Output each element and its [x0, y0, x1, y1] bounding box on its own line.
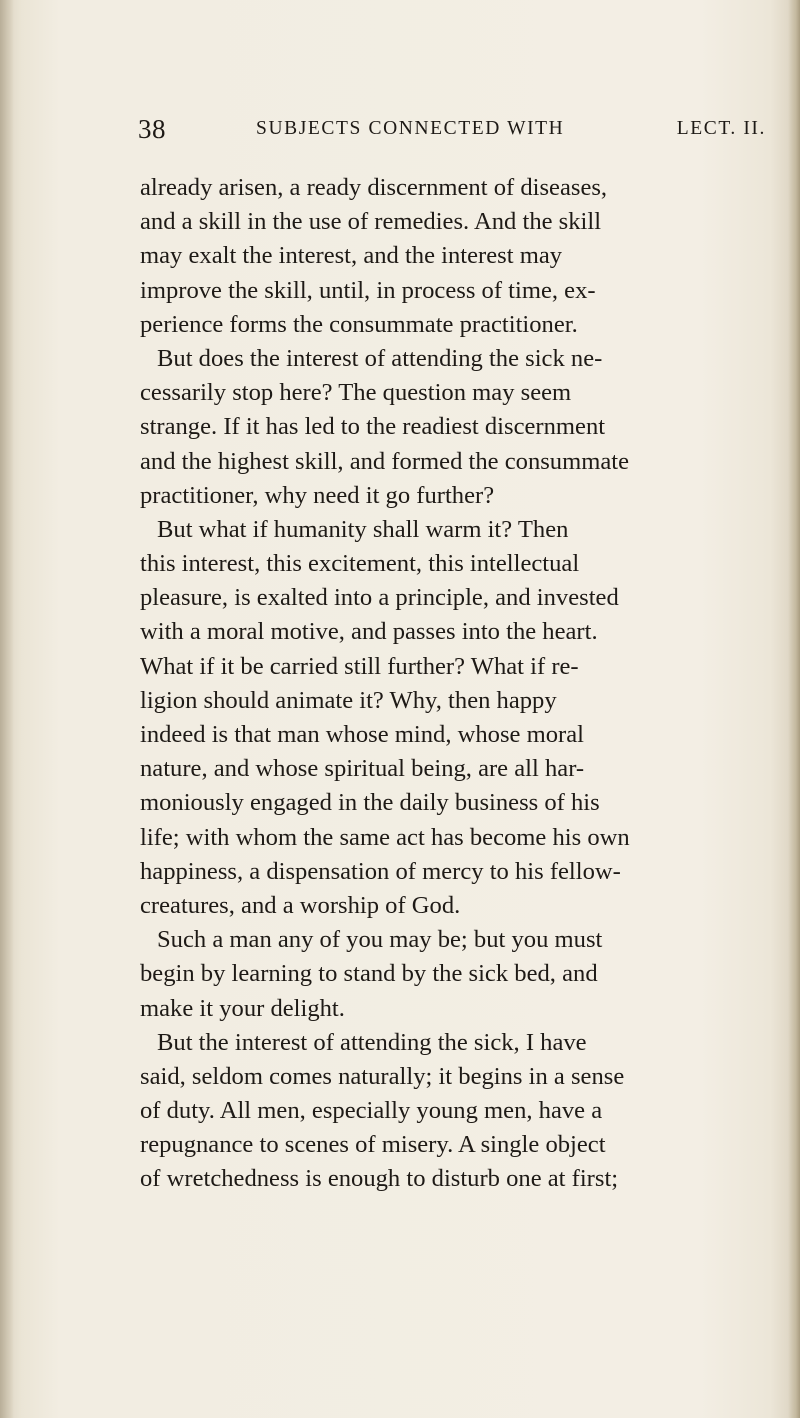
text-line: may exalt the interest, and the interest may [140, 242, 563, 270]
text-line: happiness, a dispensation of mercy to his fellow- [140, 857, 621, 885]
text-line: this interest, this excitement, this intellectual [140, 550, 580, 578]
text-line: pleasure, is exalted into a principle, and invested [140, 584, 619, 612]
text-line: with a moral motive, and passes into the heart. [140, 618, 598, 646]
text-line: improve the skill, until, in process of time, ex- [140, 276, 596, 304]
page-gutter-shadow [0, 0, 14, 1418]
text-line: But does the interest of attending the sick ne- [157, 344, 603, 372]
text-line: Such a man any of you may be; but you must [157, 926, 603, 954]
text-line: creatures, and a worship of God. [140, 891, 461, 919]
text-line: said, seldom comes naturally; it begins in a sense [140, 1062, 625, 1090]
lecture-label: LECT. II. [676, 118, 766, 139]
text-line: and the highest skill, and formed the consummate [140, 447, 630, 475]
text-line: already arisen, a ready discernment of diseases, [140, 174, 608, 201]
text-line: indeed is that man whose mind, whose moral [140, 721, 584, 748]
page-number: 38 [138, 114, 166, 144]
text-line: make it your delight. [140, 994, 345, 1022]
text-line: ligion should animate it? Why, then happy [140, 686, 557, 714]
text-line: nature, and whose spiritual being, are all har- [140, 755, 585, 783]
page-edge-shadow [788, 0, 800, 1418]
text-line: of duty. All men, especially young men, have a [140, 1097, 603, 1125]
text-line: perience forms the consummate practitioner. [140, 310, 578, 338]
text-line: begin by learning to stand by the sick bed, and [140, 960, 598, 988]
text-line: cessarily stop here? The question may seem [140, 379, 572, 407]
text-line: and a skill in the use of remedies. And the skill [140, 208, 602, 236]
text-line: What if it be carried still further? What if re- [140, 652, 579, 680]
text-line: repugnance to scenes of misery. A single object [140, 1131, 606, 1159]
text-line: practitioner, why need it go further? [140, 481, 495, 509]
text-line: of wretchedness is enough to disturb one at first; [140, 1165, 619, 1193]
body-text [140, 171, 764, 1197]
running-header [138, 114, 766, 150]
running-title: SUBJECTS CONNECTED WITH [256, 118, 565, 139]
text-line: moniously engaged in the daily business of his [140, 789, 600, 817]
text-line: But the interest of attending the sick, I have [157, 1028, 587, 1056]
text-line: But what if humanity shall warm it? Then [157, 515, 569, 543]
text-line: strange. If it has led to the readiest discernment [140, 413, 606, 441]
text-line: life; with whom the same act has become his own [140, 823, 630, 851]
